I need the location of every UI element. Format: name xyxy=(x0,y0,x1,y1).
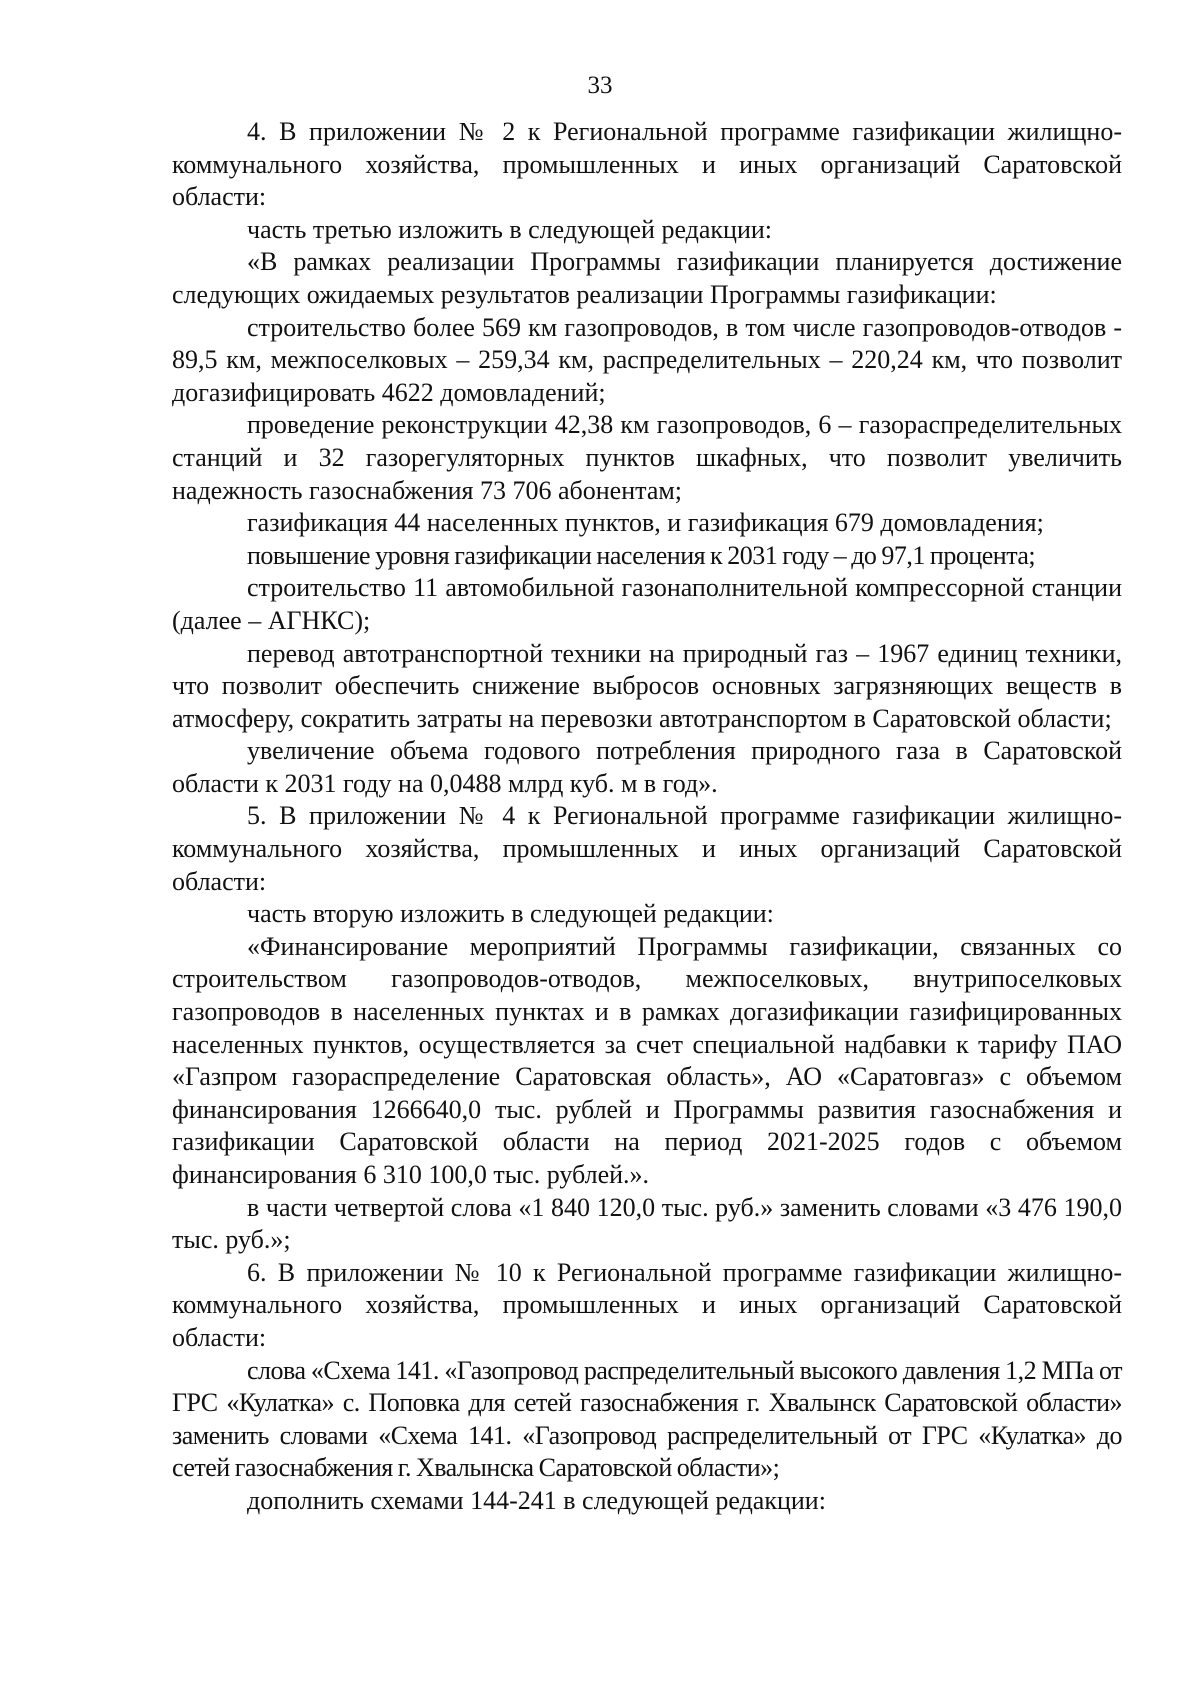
paragraph-item-6: 6. В приложении № 10 к Региональной программе газификации жилищно-коммунального хозяйства, промышленных и иных организаций Саратовской области: xyxy=(172,1257,1122,1352)
paragraph-gasification-level: повышение уровня газификации населения к 2031 году – до 97,1 процента; xyxy=(247,540,1036,570)
paragraph-consumption-increase: увеличение объема годового потребления природного газа в Саратовской области к 2031 году на 0,0488 млрд куб. м в год». xyxy=(172,736,1122,798)
paragraph-reconstruction: проведение реконструкции 42,38 км газопроводов, 6 – газораспределительных станций и 32 газорегуляторных пунктов шкафных, что позволит увеличить надежность газоснабжения 73 706 абонентам; xyxy=(172,410,1122,505)
paragraph-item-5: 5. В приложении № 4 к Региональной программе газификации жилищно-коммунального хозяйства, промышленных и иных организаций Саратовской области: xyxy=(172,801,1122,896)
paragraph-agnks-construction: строительство 11 автомобильной газонаполнительной компрессорной станции (далее – АГНКС); xyxy=(172,573,1122,635)
paragraph-gasification-settlements: газификация 44 населенных пунктов, и газификация 679 домовладения; xyxy=(247,508,1044,538)
paragraph-part-three-instruction: часть третью изложить в следующей редакции: xyxy=(247,214,773,244)
paragraph-part-four-replacement: в части четвертой слова «1 840 120,0 тыс. руб.» заменить словами «3 476 190,0 тыс. руб.»; xyxy=(172,1192,1122,1255)
page-number: 33 xyxy=(587,72,613,99)
document-body xyxy=(172,116,1122,1518)
paragraph-schemes-addition: дополнить схемами 144-241 в следующей редакции: xyxy=(247,1485,826,1515)
paragraph-part-two-instruction: часть вторую изложить в следующей редакции: xyxy=(247,899,774,929)
paragraph-expected-results-intro: «В рамках реализации Программы газификации планируется достижение следующих ожидаемых результатов реализации Программы газификации: xyxy=(172,247,1122,309)
paragraph-pipeline-construction: строительство более 569 км газопроводов, в том числе газопроводов-отводов - 89,5 км, межпоселковых – 259,34 км, распределительных – 220,24 км, что позволит догазифицировать 4622 домовладений; xyxy=(172,312,1122,407)
paragraph-scheme-141-replacement: слова «Схема 141. «Газопровод распределительный высокого давления 1,2 МПа от ГРС «Кулатка» с. Поповка для сетей газоснабжения г. Хвалынск Саратовской области» заменить словами «Схема 141. «Газопровод распределительный от ГРС «Кулатка» до сетей газоснабжения г. Хвалынска Саратовской области»; xyxy=(172,1355,1122,1483)
paragraph-item-4: 4. В приложении № 2 к Региональной программе газификации жилищно-коммунального хозяйства, промышленных и иных организаций Саратовской области: xyxy=(172,117,1122,212)
paragraph-vehicle-conversion: перевод автотранспортной техники на природный газ – 1967 единиц техники, что позволит обеспечить снижение выбросов основных загрязняющих веществ в атмосферу, сократить затраты на перевозки автотранспортом в Саратовской области; xyxy=(172,638,1122,733)
paragraph-financing: «Финансирование мероприятий Программы газификации, связанных со строительством газопроводов-отводов, межпоселковых, внутрипоселковых газопроводов в населенных пунктах и в рамках догазификации газифицированных населенных пунктов, осуществляется за счет специальной надбавки к тарифу ПАО «Газпром газораспределение Саратовская область», АО «Саратовгаз» с объемом финансирования 1266640,0 тыс. рублей и Программы развития газоснабжения и газификации Саратовской области на период 2021-2025 годов с объемом финансирования 6 310 100,0 тыс. рублей.». xyxy=(172,931,1122,1189)
